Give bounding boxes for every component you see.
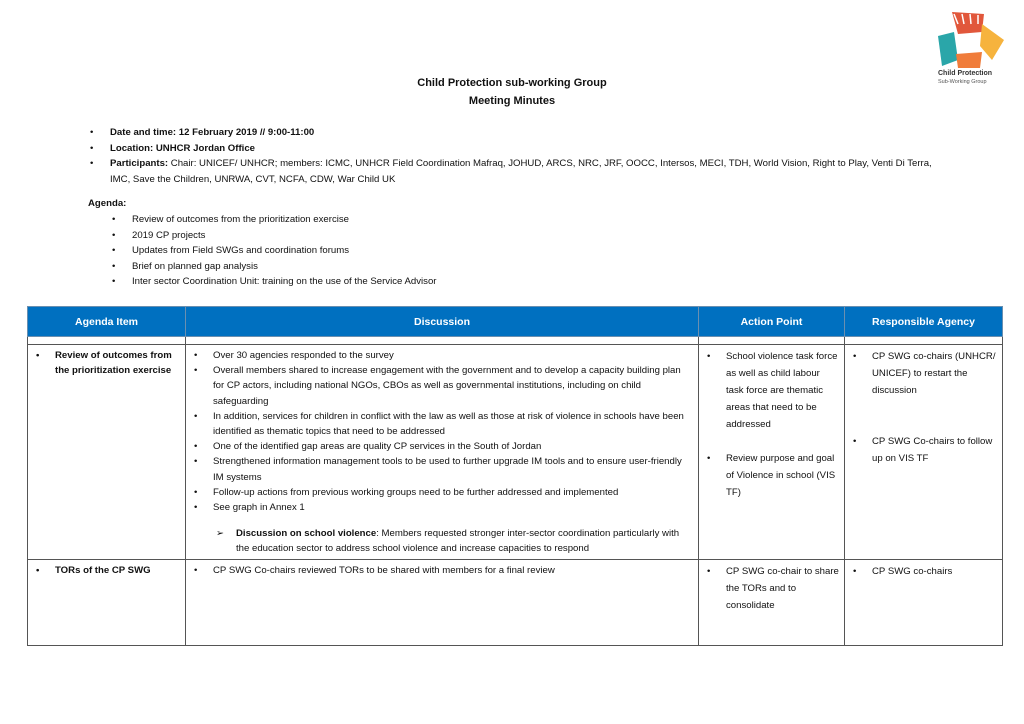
agenda-item-cell — [28, 559, 186, 645]
discussion-point: • Over 30 agencies responded to the survey — [190, 348, 694, 363]
document-subtitle: Meeting Minutes — [468, 95, 556, 107]
responsible-agency: • CP SWG Co-chairs to follow up on VIS TF — [849, 433, 998, 467]
agenda-item-label: • Review of outcomes from the prioritization exercise — [32, 348, 181, 378]
discussion-cell — [186, 345, 699, 560]
responsible-agency-cell — [845, 345, 1003, 560]
participants-label: Participants: — [110, 158, 169, 169]
action-point: • Review purpose and goal of Violence in school (VIS TF) — [703, 450, 840, 501]
discussion-point: • See graph in Annex 1 — [190, 500, 694, 515]
column-header-action-point: Action Point — [699, 307, 845, 337]
discussion-point: • CP SWG Co-chairs reviewed TORs to be shared with members for a final review — [190, 563, 694, 578]
discussion-point: • In addition, services for children in conflict with the law as well as those at risk of violence in schools have been identified as thematic topics that need to be addressed — [190, 409, 694, 439]
column-header-responsible-agency: Responsible Agency — [845, 307, 1003, 337]
discussion-point: • Follow-up actions from previous working groups need to be further addressed and implemented — [190, 485, 694, 500]
discussion-point: • Strengthened information management tools to be used to further upgrade IM tools and to ensure user-friendly IM systems — [190, 454, 694, 484]
responsible-agency-cell — [845, 559, 1003, 645]
responsible-agency: • CP SWG co-chairs — [849, 563, 998, 580]
minutes-table — [27, 306, 1003, 646]
table-row — [28, 559, 1003, 645]
sub-discussion-text: : Members requested stronger inter-sector coordination particularly with the education sector to address school violence and increase capacities to respond — [236, 528, 680, 555]
column-header-agenda-item: Agenda Item — [28, 307, 186, 337]
location-item — [88, 141, 948, 157]
participants-item — [88, 156, 948, 187]
logo-title: Child Protection — [938, 70, 993, 77]
action-point-cell — [699, 559, 845, 645]
meeting-details — [88, 125, 948, 187]
table-row — [28, 345, 1003, 560]
sub-discussion — [190, 526, 694, 556]
responsible-agency: • CP SWG co-chairs (UNHCR/ UNICEF) to restart the discussion — [849, 348, 998, 399]
agenda-item: • 2019 CP projects — [112, 228, 437, 244]
agenda-item: • Review of outcomes from the prioritization exercise — [112, 212, 437, 228]
discussion-point: • Overall members shared to increase engagement with the government and to develop a capacity building plan for CP actors, including national NGOs, CBOs as well as governmental institutions, including on child safeguarding — [190, 363, 694, 409]
agenda-item: • Inter sector Coordination Unit: training on the use of the Service Advisor — [112, 274, 437, 290]
table-spacer-row — [28, 337, 1003, 345]
action-point-cell — [699, 345, 845, 560]
action-point: • CP SWG co-chair to share the TORs and to consolidate — [703, 563, 840, 614]
date-value: 12 February 2019 // 9:00-11:00 — [178, 127, 315, 138]
action-point: • School violence task force as well as child labour task force are thematic areas that need to be addressed — [703, 348, 840, 433]
agenda-item-cell — [28, 345, 186, 560]
sub-discussion-label: Discussion on school violence — [236, 528, 377, 540]
column-header-discussion: Discussion — [186, 307, 699, 337]
agenda-item-label: • TORs of the CP SWG — [32, 563, 181, 578]
date-item — [88, 125, 948, 141]
agenda-item: • Brief on planned gap analysis — [112, 259, 437, 275]
discussion-point: • One of the identified gap areas are quality CP services in the South of Jordan — [190, 439, 694, 454]
document-title: Child Protection sub-working Group — [417, 77, 607, 89]
arrow-bullet-icon: ➢ — [216, 528, 225, 540]
table-header-row — [28, 307, 1003, 337]
agenda-heading: Agenda: — [88, 198, 127, 209]
discussion-cell — [186, 559, 699, 645]
agenda-list — [112, 212, 437, 290]
logo-subtitle: Sub-Working Group — [938, 79, 987, 85]
date-label: Date and time: — [110, 127, 177, 138]
location-label: Location: — [110, 142, 154, 154]
agenda-item: • Updates from Field SWGs and coordination forums — [112, 243, 437, 259]
participants-value: Chair: UNICEF/ UNHCR; members: ICMC, UNHCR Field Coordination Mafraq, JOHUD, ARCS, NRC, JRF, OOCC, Intersos, MECI, TDH, World Vision, Right to Play, Venti Di Terra, IMC, Save the Children, UNRWA, CVT, NCFA, CDW, War Child UK — [110, 158, 932, 185]
location-value: UNHCR Jordan Office — [155, 142, 255, 154]
